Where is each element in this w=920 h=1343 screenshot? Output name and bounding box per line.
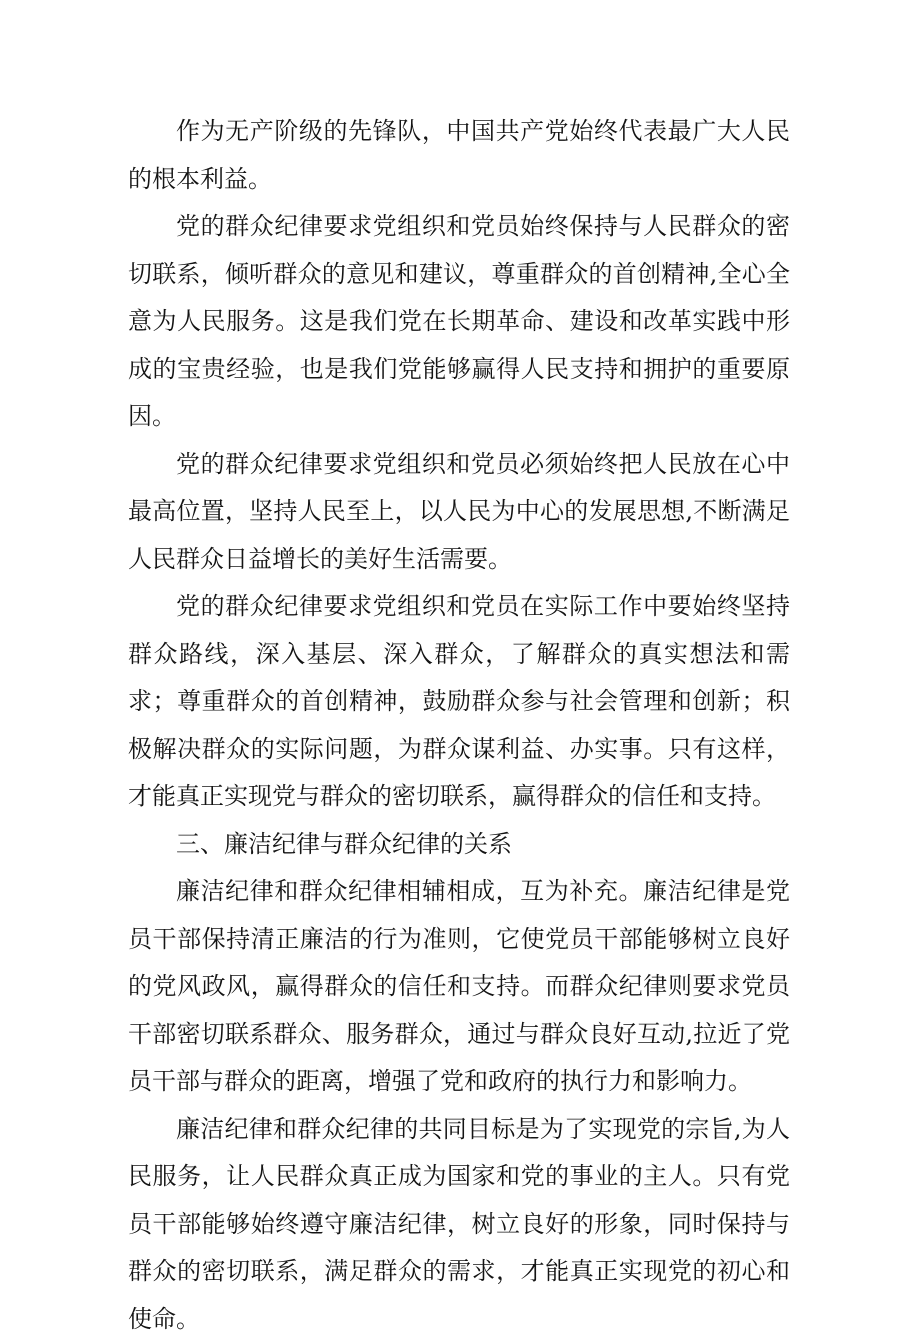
- paragraph-5: 廉洁纪律和群众纪律相辅相成，互为补充。廉洁纪律是党员干部保持清正廉洁的行为准则，它使党员干部能够树立良好的党风政风，赢得群众的信任和支持。而群众纪律则要求党员干部密切联系群众、服务群众，通过与群众良好互动,拉近了党员干部与群众的距离，增强了党和政府的执行力和影响力。: [128, 868, 790, 1106]
- paragraph-3: 党的群众纪律要求党组织和党员必须始终把人民放在心中最高位置，坚持人民至上，以人民为中心的发展思想,不断满足人民群众日益增长的美好生活需要。: [128, 441, 790, 584]
- paragraph-2: 党的群众纪律要求党组织和党员始终保持与人民群众的密切联系，倾听群众的意见和建议，尊重群众的首创精神,全心全意为人民服务。这是我们党在长期革命、建设和改革实践中形成的宝贵经验，也是我们党能够赢得人民支持和拥护的重要原因。: [128, 203, 790, 441]
- paragraph-1: 作为无产阶级的先锋队，中国共产党始终代表最广大人民的根本利益。: [128, 108, 790, 203]
- document-body: [128, 108, 790, 1343]
- section-heading: 三、廉洁纪律与群众纪律的关系: [128, 821, 790, 869]
- paragraph-4: 党的群众纪律要求党组织和党员在实际工作中要始终坚持群众路线，深入基层、深入群众，了解群众的真实想法和需求；尊重群众的首创精神，鼓励群众参与社会管理和创新；积极解决群众的实际问题，为群众谋利益、办实事。只有这样，才能真正实现党与群众的密切联系，赢得群众的信任和支持。: [128, 583, 790, 821]
- paragraph-6: 廉洁纪律和群众纪律的共同目标是为了实现党的宗旨,为人民服务，让人民群众真正成为国家和党的事业的主人。只有党员干部能够始终遵守廉洁纪律，树立良好的形象，同时保持与群众的密切联系，满足群众的需求，才能真正实现党的初心和使命。: [128, 1106, 790, 1343]
